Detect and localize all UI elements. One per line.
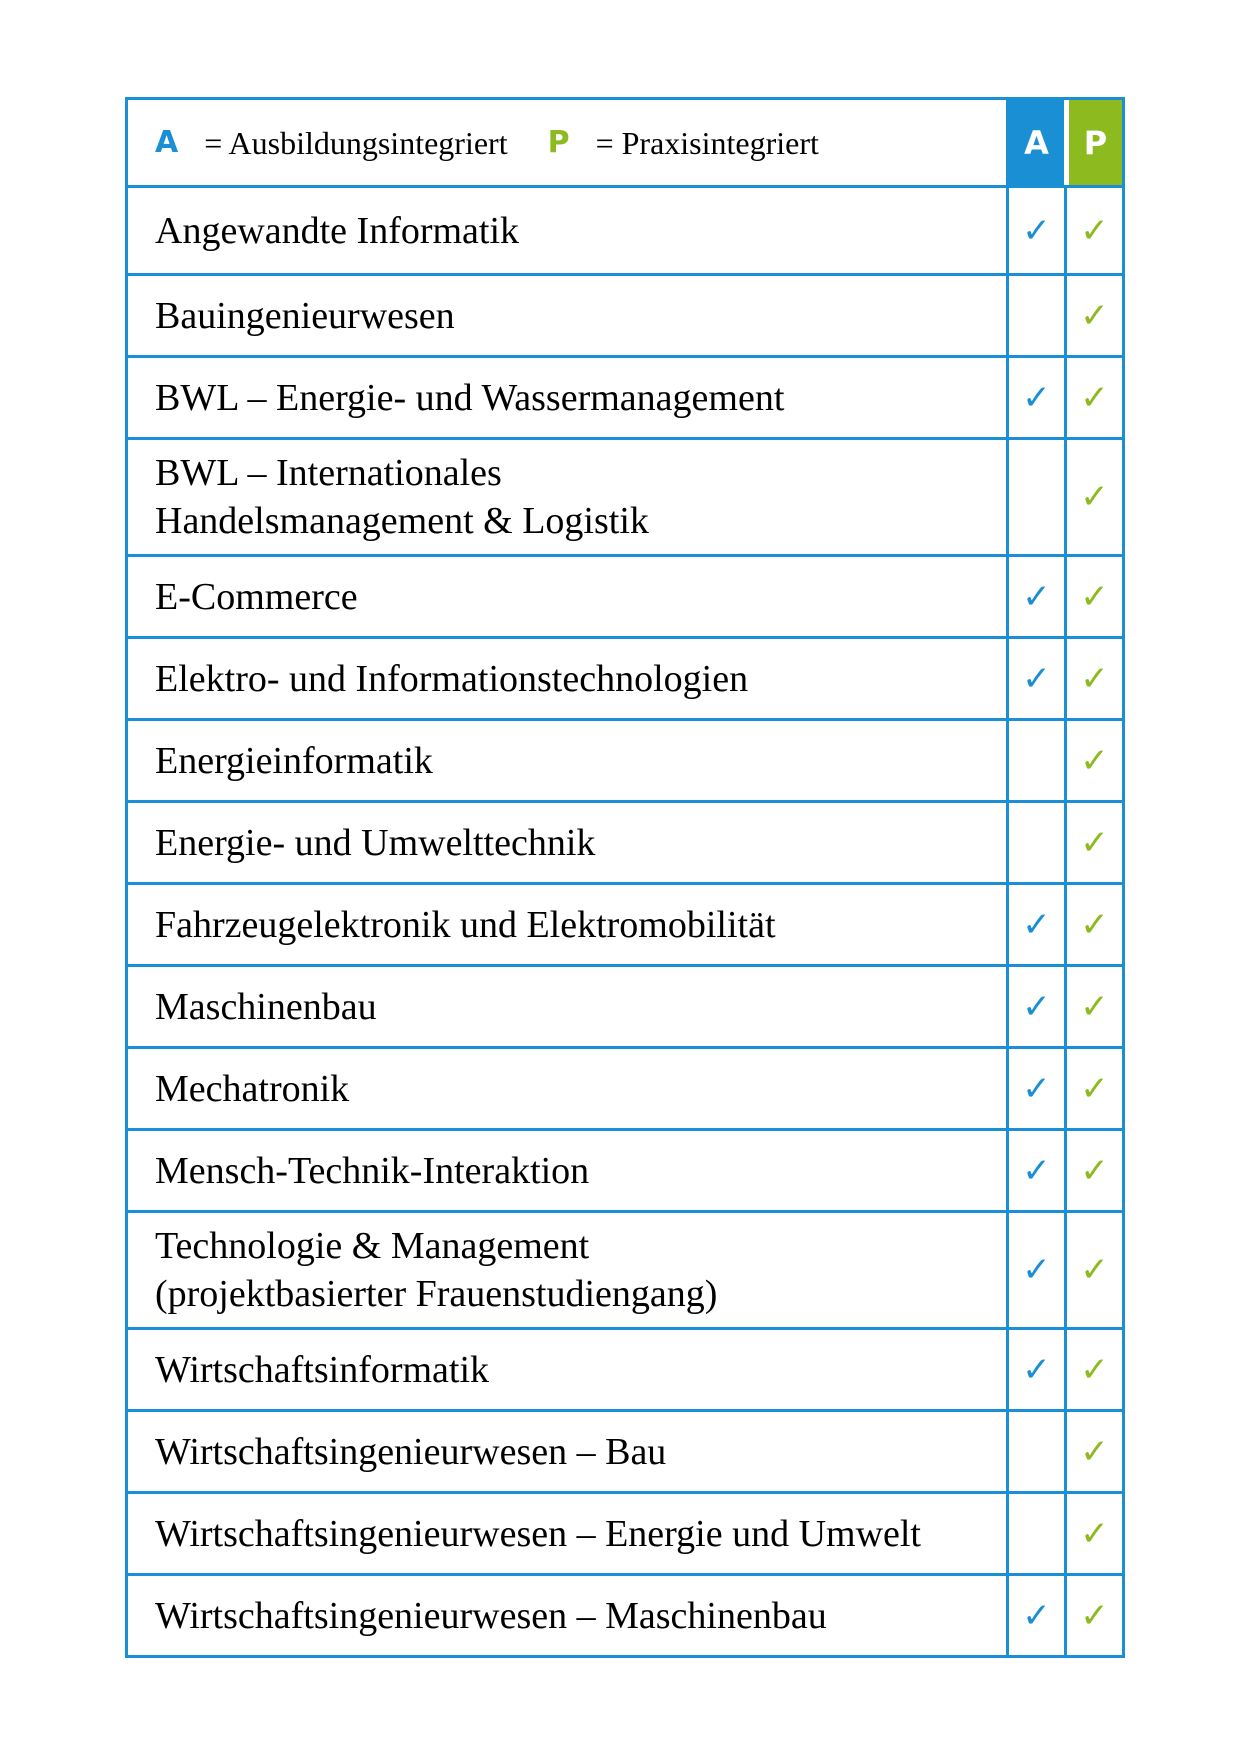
- program-name: [128, 1049, 1006, 1128]
- check-p-icon: ✓: [1064, 188, 1122, 273]
- legend: [128, 100, 1006, 185]
- check-a-icon: ✓: [1006, 1213, 1064, 1327]
- program-name: [128, 188, 1006, 273]
- check-p-icon: ✓: [1064, 1330, 1122, 1409]
- program-name: [128, 1494, 1006, 1573]
- program-name-line: Wirtschaftsingenieurwesen – Maschinenbau: [155, 1594, 827, 1637]
- check-p-icon: ✓: [1064, 803, 1122, 882]
- legend-header-row: [128, 100, 1122, 185]
- program-name-line: E-Commerce: [155, 575, 358, 618]
- check-a-icon: ✓: [1006, 358, 1064, 437]
- check-a-icon: ✓: [1006, 1330, 1064, 1409]
- program-name: [128, 1576, 1006, 1655]
- program-name-line: (projektbasierter Frauenstudiengang): [155, 1273, 718, 1315]
- table-row: [128, 185, 1122, 273]
- check-p-icon: ✓: [1064, 639, 1122, 718]
- table-row: [128, 1409, 1122, 1491]
- empty-a-cell: [1006, 440, 1064, 554]
- program-name-line: Maschinenbau: [155, 985, 377, 1028]
- empty-a-cell: [1006, 276, 1064, 355]
- check-p-icon: ✓: [1064, 1131, 1122, 1210]
- table-row: [128, 1046, 1122, 1128]
- program-name: [128, 1412, 1006, 1491]
- table-row: [128, 554, 1122, 636]
- empty-a-cell: [1006, 1494, 1064, 1573]
- legend-p-letter: P: [547, 124, 570, 160]
- program-name: [128, 440, 1006, 554]
- program-name-line: Mechatronik: [155, 1067, 350, 1110]
- program-name: [128, 557, 1006, 636]
- check-p-icon: ✓: [1064, 557, 1122, 636]
- program-rows: [128, 185, 1122, 1655]
- check-p-icon: ✓: [1064, 1213, 1122, 1327]
- program-name: [128, 1131, 1006, 1210]
- check-p-icon: ✓: [1064, 358, 1122, 437]
- program-name-line: Energieinformatik: [155, 739, 433, 782]
- table-row: [128, 273, 1122, 355]
- check-a-icon: ✓: [1006, 188, 1064, 273]
- check-a-icon: ✓: [1006, 557, 1064, 636]
- table-row: [128, 882, 1122, 964]
- check-p-icon: ✓: [1064, 1494, 1122, 1573]
- program-name-line: Technologie & Management: [155, 1225, 590, 1267]
- check-a-icon: ✓: [1006, 885, 1064, 964]
- program-name-line: Wirtschaftsingenieurwesen – Energie und Umwelt: [155, 1512, 921, 1555]
- empty-a-cell: [1006, 1412, 1064, 1491]
- check-a-icon: ✓: [1006, 967, 1064, 1046]
- program-name: [128, 1213, 1006, 1327]
- check-p-icon: ✓: [1064, 1576, 1122, 1655]
- program-name-line: Wirtschaftsinformatik: [155, 1348, 490, 1391]
- program-name: [128, 1330, 1006, 1409]
- table-row: [128, 1128, 1122, 1210]
- table-row: [128, 800, 1122, 882]
- table-row: [128, 355, 1122, 437]
- legend-p-text: = Praxisintegriert: [595, 124, 819, 161]
- program-name-line: BWL – Internationales: [155, 452, 502, 494]
- legend-a-text: = Ausbildungsintegriert: [204, 124, 508, 161]
- check-a-icon: ✓: [1006, 1576, 1064, 1655]
- legend-a-letter: A: [155, 124, 179, 160]
- check-a-icon: ✓: [1006, 1131, 1064, 1210]
- program-name-line: BWL – Energie- und Wassermanagement: [155, 376, 785, 419]
- check-p-icon: ✓: [1064, 1412, 1122, 1491]
- program-name-line: Wirtschaftsingenieurwesen – Bau: [155, 1430, 667, 1473]
- table-row: [128, 718, 1122, 800]
- program-name: [128, 639, 1006, 718]
- program-name-line: Fahrzeugelektronik und Elektromobilität: [155, 903, 776, 946]
- program-name: [128, 803, 1006, 882]
- check-p-icon: ✓: [1064, 967, 1122, 1046]
- column-header-p: P: [1064, 100, 1122, 185]
- table-row: [128, 636, 1122, 718]
- check-p-icon: ✓: [1064, 885, 1122, 964]
- check-p-icon: ✓: [1064, 276, 1122, 355]
- program-name-line: Elektro- und Informationstechnologien: [155, 657, 749, 700]
- program-name-line: Handelsmanagement & Logistik: [155, 500, 649, 542]
- check-p-icon: ✓: [1064, 1049, 1122, 1128]
- table-row: [128, 1210, 1122, 1327]
- column-header-a: A: [1006, 100, 1064, 185]
- program-name-line: Angewandte Informatik: [155, 209, 520, 252]
- empty-a-cell: [1006, 721, 1064, 800]
- program-name-line: Mensch-Technik-Interaktion: [155, 1149, 590, 1192]
- program-name-line: Energie- und Umwelttechnik: [155, 821, 596, 864]
- table-row: [128, 1491, 1122, 1573]
- table-row: [128, 1327, 1122, 1409]
- program-name: [128, 721, 1006, 800]
- table-row: [128, 437, 1122, 554]
- program-name: [128, 276, 1006, 355]
- check-p-icon: ✓: [1064, 440, 1122, 554]
- table-row: [128, 964, 1122, 1046]
- check-a-icon: ✓: [1006, 1049, 1064, 1128]
- program-name-line: Bauingenieurwesen: [155, 294, 455, 337]
- program-name: [128, 358, 1006, 437]
- program-name: [128, 967, 1006, 1046]
- empty-a-cell: [1006, 803, 1064, 882]
- check-a-icon: ✓: [1006, 639, 1064, 718]
- program-name: [128, 885, 1006, 964]
- check-p-icon: ✓: [1064, 721, 1122, 800]
- study-programs-table: [125, 97, 1125, 1658]
- table-row: [128, 1573, 1122, 1655]
